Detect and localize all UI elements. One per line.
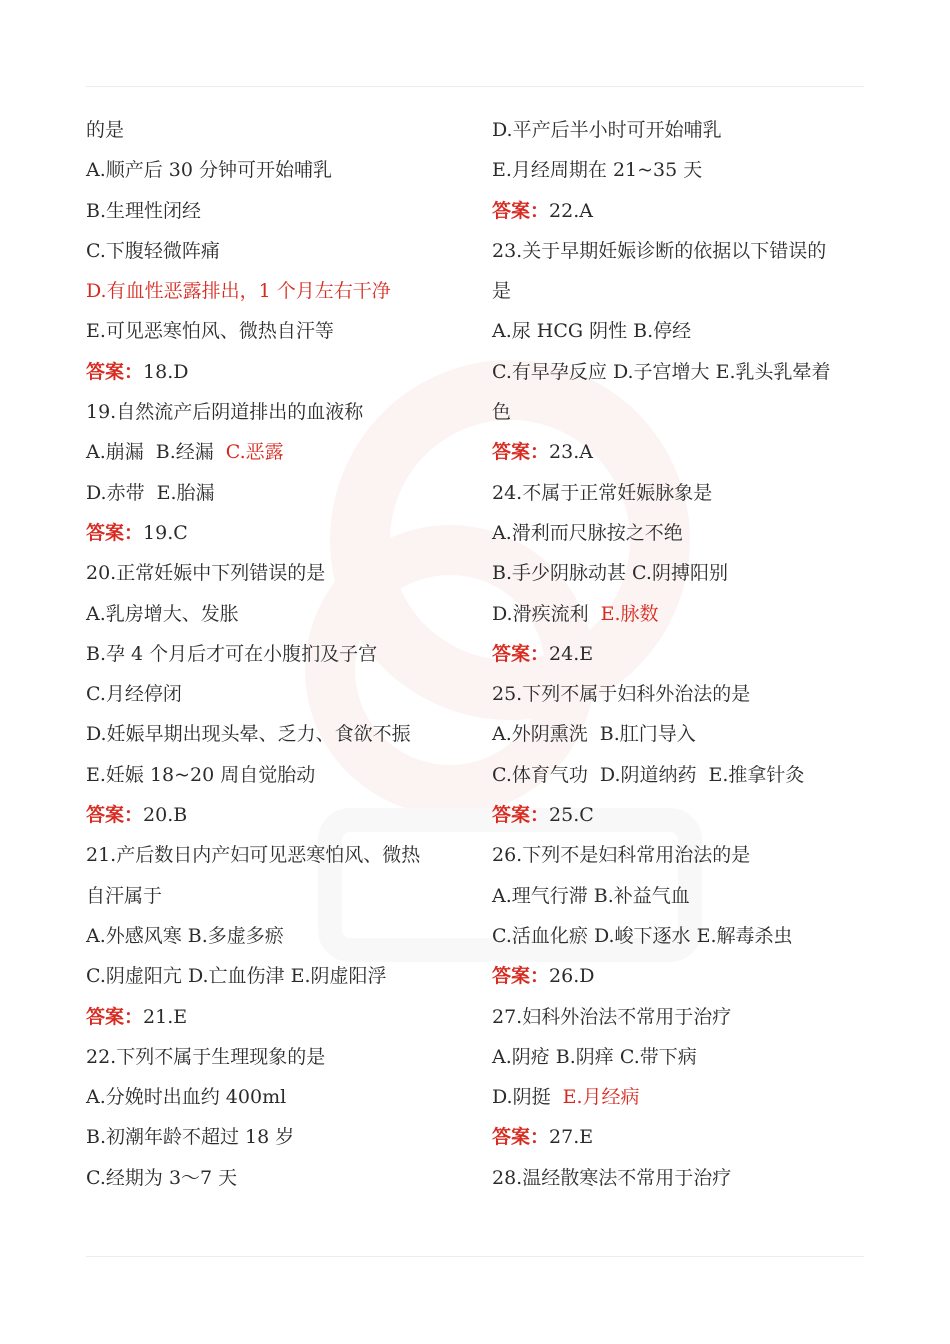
line-text: D.阴道纳药: [599, 763, 697, 786]
line-text: C.下腹轻微阵痛: [86, 239, 220, 262]
line-text: D.阴挺: [492, 1086, 551, 1109]
text-line: [86, 311, 466, 351]
answer-label: 答案：: [492, 1126, 550, 1149]
text-line: [492, 755, 872, 795]
answer-line: [492, 432, 872, 472]
answer-value: 20.B: [143, 804, 188, 827]
answer-value: 18.D: [143, 360, 189, 383]
line-text: B.初潮年龄不超过 18 岁: [86, 1126, 295, 1149]
line-text: 色: [492, 401, 512, 424]
text-line: [492, 150, 872, 190]
answer-line: [86, 795, 466, 835]
line-text: B.手少阴脉动甚 C.阴搏阳别: [492, 562, 728, 585]
text-line: [492, 473, 872, 513]
text-line: [492, 916, 872, 956]
line-text: A.理气行滞 B.补益气血: [492, 884, 690, 907]
line-text: B.经漏: [155, 441, 214, 464]
line-text: B.生理性闭经: [86, 199, 202, 222]
highlighted-answer-text: E.月经病: [562, 1086, 640, 1109]
answer-value: 25.C: [549, 804, 594, 827]
text-line: [86, 392, 466, 432]
answer-value: 26.D: [549, 965, 595, 988]
line-text: 26.下列不是妇科常用治法的是: [492, 844, 751, 867]
answer-label: 答案：: [492, 642, 550, 665]
line-text: 19.自然流产后阴道排出的血液称: [86, 401, 364, 424]
text-line: [86, 1158, 466, 1198]
line-text: A.阴疮 B.阴痒 C.带下病: [492, 1045, 697, 1068]
left-column: [86, 110, 466, 1198]
text-line: [86, 231, 466, 271]
text-line: [86, 594, 466, 634]
line-text: A.外阴熏洗: [492, 723, 588, 746]
line-text: C.有早孕反应 D.子宫增大 E.乳头乳晕着: [492, 360, 831, 383]
text-line: [86, 271, 466, 311]
answer-line: [492, 795, 872, 835]
answer-line: [492, 191, 872, 231]
answer-label: 答案：: [86, 804, 144, 827]
line-text: D.滑疾流利: [492, 602, 589, 625]
text-line: [492, 876, 872, 916]
text-line: [492, 110, 872, 150]
line-text: C.体育气功: [492, 763, 588, 786]
answer-label: 答案：: [492, 804, 550, 827]
header-divider: [86, 86, 864, 87]
line-text: E.可见恶寒怕风、微热自汗等: [86, 320, 334, 343]
text-line: [86, 1037, 466, 1077]
line-text: 25.下列不属于妇科外治法的是: [492, 683, 751, 706]
answer-value: 21.E: [143, 1005, 188, 1028]
text-line: [86, 150, 466, 190]
answer-label: 答案：: [86, 521, 144, 544]
answer-label: 答案：: [86, 360, 144, 383]
line-text: E.胎漏: [156, 481, 215, 504]
line-text: 20.正常妊娠中下列错误的是: [86, 562, 326, 585]
answer-line: [86, 997, 466, 1037]
text-line: [492, 1037, 872, 1077]
answer-label: 答案：: [492, 199, 550, 222]
text-line: [86, 916, 466, 956]
right-column: [492, 110, 872, 1198]
text-line: [492, 311, 872, 351]
line-text: E.妊娠 18~20 周自觉胎动: [86, 763, 316, 786]
text-line: [86, 110, 466, 150]
line-text: C.月经停闭: [86, 683, 182, 706]
highlighted-answer-text: E.脉数: [600, 602, 659, 625]
text-line: [86, 956, 466, 996]
answer-value: 19.C: [143, 521, 188, 544]
text-line: [86, 191, 466, 231]
answer-line: [492, 1117, 872, 1157]
text-line: [492, 594, 872, 634]
text-line: [492, 513, 872, 553]
line-text: 是: [492, 280, 512, 303]
line-text: 21.产后数日内产妇可见恶寒怕风、微热: [86, 844, 421, 867]
text-line: [86, 553, 466, 593]
line-text: 自汗属于: [86, 884, 163, 907]
line-text: B.肛门导入: [599, 723, 696, 746]
line-text: C.活血化瘀 D.峻下逐水 E.解毒杀虫: [492, 924, 793, 947]
text-line: [492, 553, 872, 593]
text-line: [86, 634, 466, 674]
text-line: [86, 835, 466, 875]
text-line: [492, 1158, 872, 1198]
line-text: D.平产后半小时可开始哺乳: [492, 119, 722, 141]
line-text: B.孕 4 个月后才可在小腹扪及子宫: [86, 642, 378, 665]
answer-line: [86, 352, 466, 392]
text-line: [492, 392, 872, 432]
highlighted-answer-text: C.恶露: [225, 441, 284, 464]
text-line: [492, 231, 872, 271]
line-text: A.分娩时出血约 400ml: [86, 1086, 287, 1109]
answer-label: 答案：: [86, 1005, 144, 1028]
text-line: [492, 352, 872, 392]
text-line: [492, 1077, 872, 1117]
line-text: 24.不属于正常妊娠脉象是: [492, 481, 713, 504]
text-line: [86, 674, 466, 714]
line-text: A.乳房增大、发胀: [86, 602, 239, 625]
line-text: 的是: [86, 119, 125, 141]
answer-value: 24.E: [549, 642, 594, 665]
line-text: 23.关于早期妊娠诊断的依据以下错误的: [492, 239, 827, 262]
line-text: A.尿 HCG 阴性 B.停经: [492, 320, 692, 343]
text-line: [492, 674, 872, 714]
answer-value: 22.A: [549, 199, 593, 222]
text-line: [492, 997, 872, 1037]
text-line: [86, 876, 466, 916]
line-text: D.赤带: [86, 481, 145, 504]
answer-label: 答案：: [492, 441, 550, 464]
line-text: 28.温经散寒法不常用于治疗: [492, 1166, 732, 1189]
answer-line: [492, 956, 872, 996]
highlighted-answer-text: D.有血性恶露排出，1 个月左右干净: [86, 280, 391, 303]
text-line: [492, 271, 872, 311]
answer-line: [492, 634, 872, 674]
text-line: [86, 1117, 466, 1157]
answer-label: 答案：: [492, 965, 550, 988]
text-line: [492, 835, 872, 875]
text-line: [86, 714, 466, 754]
line-text: 27.妇科外治法不常用于治疗: [492, 1005, 732, 1028]
line-text: A.崩漏: [86, 441, 144, 464]
answer-value: 23.A: [549, 441, 593, 464]
footer-divider: [86, 1256, 864, 1257]
line-text: E.推拿针灸: [708, 763, 805, 786]
line-text: E.月经周期在 21~35 天: [492, 159, 703, 182]
text-line: [86, 755, 466, 795]
line-text: 22.下列不属于生理现象的是: [86, 1045, 326, 1068]
line-text: A.外感风寒 B.多虚多瘀: [86, 924, 284, 947]
line-text: C.经期为 3～7 天: [86, 1166, 238, 1189]
line-text: D.妊娠早期出现头晕、乏力、食欲不振: [86, 723, 411, 746]
line-text: A.顺产后 30 分钟可开始哺乳: [86, 159, 333, 182]
line-text: C.阴虚阳亢 D.亡血伤津 E.阴虚阳浮: [86, 965, 387, 988]
text-line: [492, 714, 872, 754]
text-line: [86, 1077, 466, 1117]
answer-value: 27.E: [549, 1126, 594, 1149]
text-line: [86, 432, 466, 472]
answer-line: [86, 513, 466, 553]
text-line: [86, 473, 466, 513]
line-text: A.滑利而尺脉按之不绝: [492, 521, 683, 544]
